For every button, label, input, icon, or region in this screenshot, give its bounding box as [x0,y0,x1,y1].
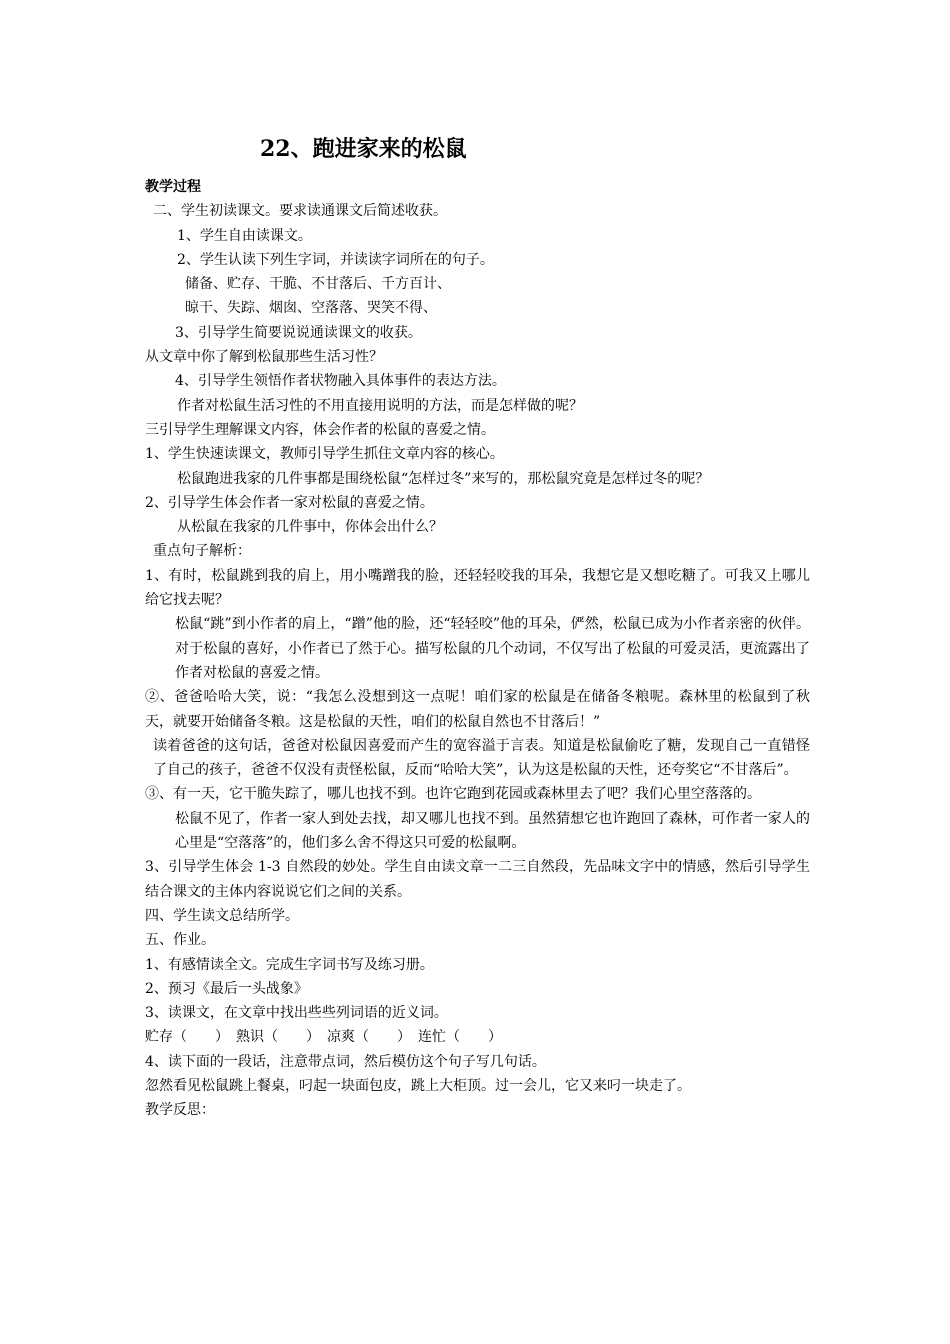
analysis-1: 松鼠“跳”到小作者的肩上，“蹭”他的脸，还“轻轻咬”他的耳朵，俨然，松鼠已成为小作者亲密的伙伴。对于松鼠的喜好，小作者已了然于心。描写松鼠的几个动词，不仅写出了松鼠的可爱灵活，更流露出了作者对松鼠的喜爱之情。 [175,616,810,681]
question-method: 作者对松鼠生活习性的不用直接用说明的方法，而是怎样做的呢？ [177,397,583,414]
homework-4: 4、读下面的一段话，注意带点词，然后模仿这个句子写几句话。 [145,1053,546,1070]
paragraph-winter: 松鼠跑进我家的几件事都是围绕松鼠“怎样过冬”来写的，那松鼠究竟是怎样过冬的呢？ [177,470,710,487]
synonym-blanks: 贮存（ ） 熟识（ ） 凉爽（ ） 连忙（ ） [145,1029,502,1046]
step-2-item-1: 1、学生自由读课文。 [177,227,312,244]
key-sentence-2: ②、爸爸哈哈大笑，说：“我怎么没想到这一点呢！咱们家的松鼠是在储备冬粮呢。森林里的松鼠到了秋天，就要开始储备冬粮。这是松鼠的天性，咱们的松鼠自然也不甘落后！” [145,689,810,730]
vocab-line-1: 储备、贮存、干脆、不甘落后、千方百计、 [185,276,451,293]
key-sentence-3: ③、有一天，它干脆失踪了，哪儿也找不到。也许它跑到花园或森林里去了吧？我们心里空落落的。 [145,786,761,803]
step-5-heading: 五、作业。 [145,932,215,949]
step-4-heading: 四、学生读文总结所学。 [145,907,299,924]
example-sentence: 忽然看见松鼠跳上餐桌，叼起一块面包皮，跳上大柜顶。过一会儿，它又来叼一块走了。 [145,1077,691,1094]
step-3-item-2: 2、引导学生体会作者一家对松鼠的喜爱之情。 [145,494,434,511]
question-feeling: 从松鼠在我家的几件事中，你体会出什么？ [177,519,443,536]
step-2-item-4: 4、引导学生领悟作者状物融入具体事件的表达方法。 [175,373,506,390]
analysis-3: 松鼠不见了，作者一家人到处去找，却又哪儿也找不到。虽然猜想它也许跑回了森林，可作者一家人的心里是“空落落”的，他们多么舍不得这只可爱的松鼠啊。 [175,810,810,852]
section-heading-teaching-process: 教学过程 [145,179,201,195]
reflection-heading: 教学反思： [145,1102,215,1119]
analysis-2: 读着爸爸的这句话，爸爸对松鼠因喜爱而产生的宽容溢于言表。知道是松鼠偷吃了糖，发现自己一直错怪了自己的孩子，爸爸不仅没有责怪松鼠，反而“哈哈大笑”，认为这是松鼠的天性，还夸奖它“不甘落后”。 [153,737,810,779]
step-3-item-1: 1、学生快速读课文，教师引导学生抓住文章内容的核心。 [145,446,504,463]
document-title: 22、跑进家来的松鼠 [260,136,467,162]
homework-2: 2、预习《最后一头战象》 [145,980,308,997]
key-sentence-1: 1、有时，松鼠跳到我的肩上，用小嘴蹭我的脸，还轻轻咬我的耳朵，我想它是又想吃糖了。可我又上哪儿给它找去呢？ [145,567,810,609]
key-sentences-heading: 重点句子解析： [153,543,251,560]
step-2-heading: 二、学生初读课文。要求读通课文后简述收获。 [153,203,447,220]
homework-3: 3、读课文，在文章中找出些些列词语的近义词。 [145,1005,448,1022]
step-3-heading: 三引导学生理解课文内容，体会作者的松鼠的喜爱之情。 [145,421,495,438]
homework-1: 1、有感情读全文。完成生字词书写及练习册。 [145,956,434,973]
step-3-item-3: 3、引导学生体会 1-3 自然段的妙处。学生自由读文章一二三自然段，先品味文字中的情感，然后引导学生结合课文的主体内容说说它们之间的关系。 [145,859,810,900]
question-habits: 从文章中你了解到松鼠那些生活习性？ [145,349,383,366]
step-2-item-3: 3、引导学生简要说说通读课文的收获。 [175,324,422,341]
vocab-line-2: 晾干、失踪、烟囱、空落落、哭笑不得、 [185,300,437,317]
document-body [145,175,810,1123]
step-2-item-2: 2、学生认读下列生字词，并读读字词所在的句子。 [177,251,494,268]
